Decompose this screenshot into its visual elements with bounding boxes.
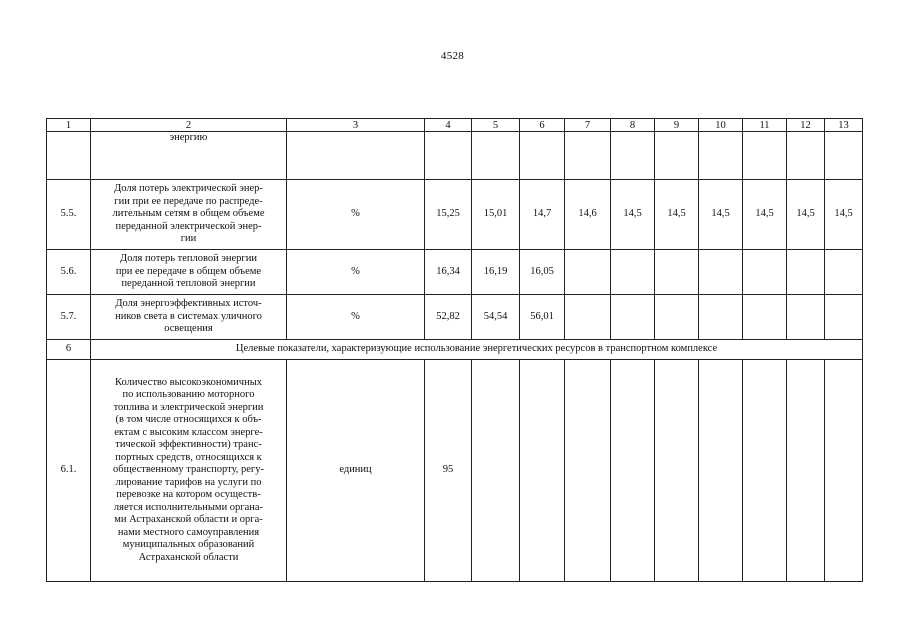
page-number: 4528 xyxy=(440,50,465,62)
row-number-cell: 5.5. xyxy=(47,180,91,250)
value-cell xyxy=(699,132,743,180)
value-cell xyxy=(825,295,863,340)
column-number: 9 xyxy=(655,119,699,132)
section-title-cell: Целевые показатели, характеризующие использование энергетических ресурсов в транспортном комплексе xyxy=(91,340,863,360)
value-cell xyxy=(565,132,611,180)
value-cell xyxy=(825,132,863,180)
value-cell xyxy=(743,250,787,295)
value-cell xyxy=(611,132,655,180)
value-cell xyxy=(743,360,787,582)
value-cell: 16,19 xyxy=(472,250,520,295)
row-number-cell: 5.6. xyxy=(47,250,91,295)
value-cell xyxy=(655,250,699,295)
value-cell xyxy=(825,360,863,582)
indicator-table xyxy=(46,118,863,582)
value-cell: 15,01 xyxy=(472,180,520,250)
section-header-row xyxy=(47,340,863,360)
value-cell xyxy=(743,132,787,180)
column-number: 5 xyxy=(472,119,520,132)
indicator-name-cell: Количество высокоэкономичных по использованию моторного топлива и электрической энергии (в том числе относящихся к объ- ектам с высоким классом энерге- тической эффективности) транс- портных средств, относящихся к общественному транспорту, регу- лирование тарифов на услуги по перевозке на котором осуществ- ляется исполнительными органа- ми Астраханской области и орга- нами местного самоуправления муниципальных образований Астраханской области xyxy=(91,360,287,582)
column-number: 3 xyxy=(287,119,425,132)
value-cell xyxy=(699,250,743,295)
value-cell: 14,5 xyxy=(699,180,743,250)
column-number: 8 xyxy=(611,119,655,132)
value-cell: 16,34 xyxy=(425,250,472,295)
unit-cell: единиц xyxy=(287,360,425,582)
table-row-5-7 xyxy=(47,295,863,340)
value-cell: 14,7 xyxy=(520,180,565,250)
indicator-name-cell: энергию xyxy=(91,132,287,180)
value-cell: 52,82 xyxy=(425,295,472,340)
value-cell xyxy=(520,132,565,180)
unit-cell: % xyxy=(287,250,425,295)
unit-cell: % xyxy=(287,295,425,340)
value-cell xyxy=(655,132,699,180)
value-cell xyxy=(611,250,655,295)
column-number: 7 xyxy=(565,119,611,132)
column-number: 11 xyxy=(743,119,787,132)
value-cell xyxy=(565,250,611,295)
table-row-6-1 xyxy=(47,360,863,582)
value-cell xyxy=(565,360,611,582)
value-cell xyxy=(699,360,743,582)
value-cell xyxy=(472,360,520,582)
column-number: 12 xyxy=(787,119,825,132)
indicator-name-cell: Доля энергоэффективных источ- ников света в системах уличного освещения xyxy=(91,295,287,340)
value-cell: 54,54 xyxy=(472,295,520,340)
value-cell: 56,01 xyxy=(520,295,565,340)
value-cell: 14,5 xyxy=(743,180,787,250)
value-cell xyxy=(787,295,825,340)
column-number: 6 xyxy=(520,119,565,132)
value-cell xyxy=(787,250,825,295)
value-cell xyxy=(611,295,655,340)
column-number: 2 xyxy=(91,119,287,132)
value-cell: 14,5 xyxy=(787,180,825,250)
value-cell xyxy=(565,295,611,340)
indicator-name-cell: Доля потерь электрической энер- гии при ее передаче по распреде- лительным сетям в общем объеме переданной электрической энер- гии xyxy=(91,180,287,250)
value-cell: 14,5 xyxy=(655,180,699,250)
value-cell xyxy=(743,295,787,340)
column-number: 10 xyxy=(699,119,743,132)
value-cell: 14,6 xyxy=(565,180,611,250)
table-row-5-5 xyxy=(47,180,863,250)
value-cell xyxy=(472,132,520,180)
column-number-row xyxy=(47,119,863,132)
unit-cell xyxy=(287,132,425,180)
value-cell xyxy=(520,360,565,582)
value-cell: 14,5 xyxy=(611,180,655,250)
column-number: 1 xyxy=(47,119,91,132)
value-cell xyxy=(787,132,825,180)
value-cell xyxy=(425,132,472,180)
indicator-name-cell: Доля потерь тепловой энергии при ее передаче в общем объеме переданной тепловой энергии xyxy=(91,250,287,295)
value-cell xyxy=(655,360,699,582)
value-cell xyxy=(825,250,863,295)
table-row-5-6 xyxy=(47,250,863,295)
value-cell xyxy=(611,360,655,582)
value-cell xyxy=(655,295,699,340)
row-number-cell: 6.1. xyxy=(47,360,91,582)
row-number-cell xyxy=(47,132,91,180)
value-cell: 14,5 xyxy=(825,180,863,250)
value-cell: 15,25 xyxy=(425,180,472,250)
value-cell xyxy=(699,295,743,340)
unit-cell: % xyxy=(287,180,425,250)
row-number-cell: 5.7. xyxy=(47,295,91,340)
column-number: 13 xyxy=(825,119,863,132)
value-cell: 16,05 xyxy=(520,250,565,295)
column-number: 4 xyxy=(425,119,472,132)
section-number-cell: 6 xyxy=(47,340,91,360)
value-cell: 95 xyxy=(425,360,472,582)
table-row-continued xyxy=(47,132,863,180)
value-cell xyxy=(787,360,825,582)
